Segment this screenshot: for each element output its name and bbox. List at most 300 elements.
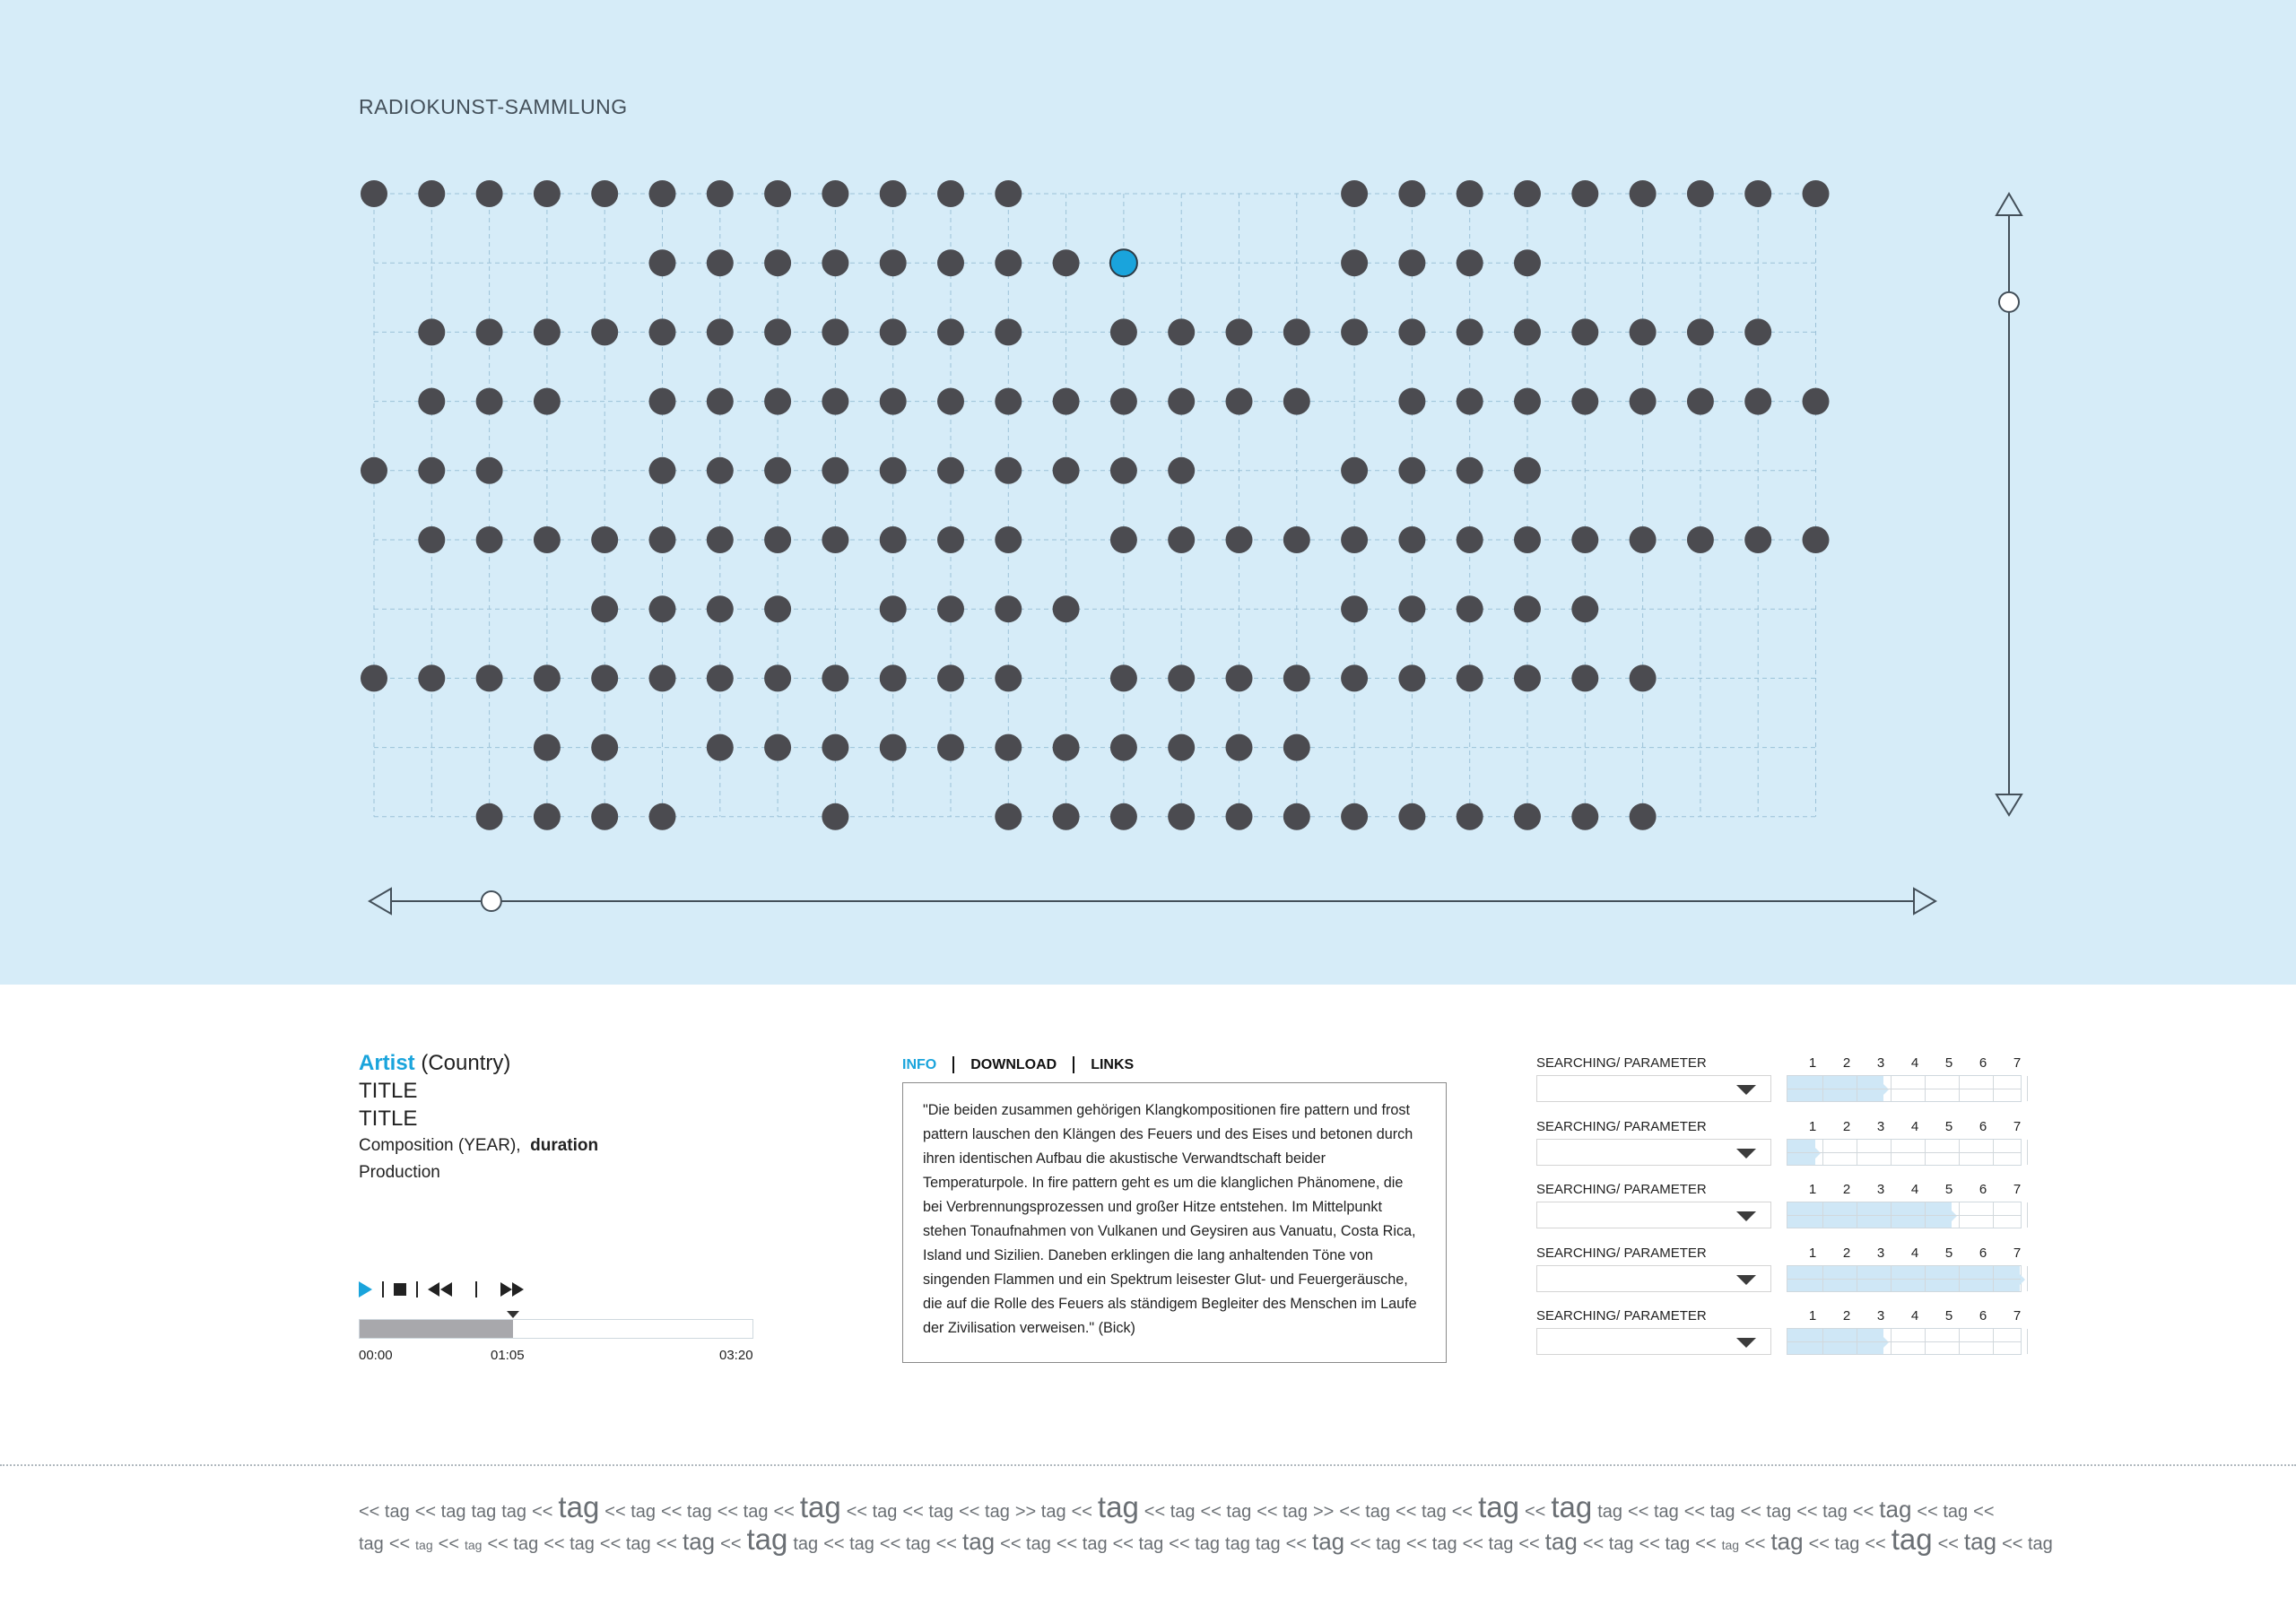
collection-item[interactable] (822, 664, 848, 691)
collection-item[interactable] (418, 457, 445, 484)
collection-item[interactable] (1630, 526, 1657, 553)
collection-item[interactable] (1398, 180, 1425, 207)
collection-item[interactable] (1053, 734, 1080, 761)
tag-link[interactable]: tag (1097, 1490, 1139, 1523)
info-text-box: "Die beiden zusammen gehörigen Klangkompositionen fire pattern und frost pattern lauschen den Klängen des Feuers und des Eises und betonen durch ihren identischen Aufbau die akustische Verwandtschaft beider Temperaturpole. In fire pattern geht es um die klanglichen Phänomene, die bei Verbrennungsprozessen und großer Hitze entstehen. Im Mittelpunkt stehen Tonaufnahmen von Vulkanen und Geysiren aus Vanuatu, Costa Rica, Island und Sizilien. Daneben erklingen die lang anhaltenden Töne von singenden Flammen und ein Spektrum leisester Glut- und Feuergeräusche, die auf die Rolle des Feuers als ständigem Begleiter des Menschen im Laufe der Zivilisation verweisen." (Bick) (902, 1082, 1447, 1363)
playback-progress-bar[interactable] (359, 1319, 753, 1339)
collection-item[interactable] (591, 664, 618, 691)
collection-item[interactable] (822, 249, 848, 276)
collection-item[interactable] (1341, 318, 1368, 345)
collection-item[interactable] (1110, 734, 1137, 761)
collection-item[interactable] (591, 803, 618, 830)
collection-item[interactable] (707, 180, 734, 207)
collection-item[interactable] (1110, 318, 1137, 345)
parameter-slider[interactable] (1787, 1139, 2022, 1166)
collection-item[interactable] (1687, 318, 1714, 345)
tab-links[interactable]: LINKS (1091, 1056, 1135, 1072)
collection-item[interactable] (1226, 734, 1253, 761)
tag-link[interactable]: tag (1597, 1502, 1623, 1522)
collection-item[interactable] (1571, 664, 1598, 691)
collection-item[interactable] (1341, 180, 1368, 207)
collection-item[interactable] (649, 388, 676, 415)
tag-link[interactable]: << (1852, 1502, 1874, 1522)
tag-link[interactable]: << (388, 1534, 411, 1554)
scroll-left-arrow-icon[interactable] (370, 889, 391, 914)
scroll-up-arrow-icon[interactable] (1996, 194, 2022, 215)
chevron-down-icon[interactable] (1736, 1149, 1756, 1159)
collection-item[interactable] (764, 734, 791, 761)
collection-item[interactable] (937, 180, 964, 207)
tag-link[interactable]: << (438, 1534, 459, 1554)
collection-item[interactable] (1457, 526, 1483, 553)
collection-item[interactable] (1110, 526, 1137, 553)
collection-item[interactable] (1053, 803, 1080, 830)
tag-link[interactable]: tag (793, 1534, 819, 1554)
collection-item[interactable] (1168, 734, 1195, 761)
tag-link[interactable]: << tag (1339, 1502, 1391, 1522)
collection-item[interactable] (1398, 318, 1425, 345)
collection-item[interactable] (1226, 388, 1253, 415)
collection-item[interactable] (1803, 388, 1830, 415)
collection-item[interactable] (937, 388, 964, 415)
collection-item[interactable] (418, 388, 445, 415)
collection-item[interactable] (707, 526, 734, 553)
collection-item[interactable] (1341, 803, 1368, 830)
collection-item[interactable] (1168, 388, 1195, 415)
tag-link[interactable]: << tag (1112, 1534, 1164, 1554)
collection-item[interactable] (1630, 318, 1657, 345)
collection-item[interactable] (1226, 803, 1253, 830)
collection-item[interactable] (707, 734, 734, 761)
parameter-dropdown[interactable] (1536, 1265, 1771, 1292)
collection-item[interactable] (822, 180, 848, 207)
chevron-down-icon[interactable] (1736, 1211, 1756, 1221)
collection-item[interactable] (476, 803, 503, 830)
parameter-slider[interactable] (1787, 1202, 2022, 1228)
collection-item[interactable] (1457, 803, 1483, 830)
collection-item[interactable] (707, 457, 734, 484)
collection-item[interactable] (476, 388, 503, 415)
collection-item[interactable] (995, 734, 1022, 761)
play-icon[interactable] (357, 1280, 373, 1298)
collection-item[interactable] (1457, 388, 1483, 415)
tag-link[interactable]: << (935, 1534, 957, 1554)
tag-link[interactable]: << tag (1917, 1502, 1969, 1522)
collection-item[interactable] (649, 457, 676, 484)
collection-item[interactable] (1744, 318, 1771, 345)
collection-item[interactable] (1744, 388, 1771, 415)
scale-label: 5 (1944, 1245, 1953, 1261)
tag-link[interactable]: << tag (1000, 1534, 1051, 1554)
collection-item[interactable] (880, 318, 907, 345)
collection-item[interactable] (1514, 318, 1541, 345)
collection-item[interactable] (1226, 526, 1253, 553)
scroll-down-arrow-icon[interactable] (1996, 794, 2022, 815)
tag-link[interactable]: << tag (604, 1502, 657, 1522)
tag-link[interactable]: << tag (823, 1534, 874, 1554)
tag-link[interactable]: tag (558, 1490, 600, 1523)
tag-link[interactable]: tag (746, 1523, 788, 1556)
collection-item[interactable] (707, 664, 734, 691)
tag-link[interactable]: << tag (959, 1502, 1010, 1522)
collection-item[interactable] (534, 734, 561, 761)
collection-item[interactable] (591, 734, 618, 761)
tag-link[interactable]: << tag (414, 1502, 466, 1522)
tag-link[interactable]: << tag (1169, 1534, 1221, 1554)
collection-item[interactable] (764, 595, 791, 622)
tag-link[interactable]: << (1744, 1534, 1766, 1554)
tag-link[interactable]: << tag (1796, 1502, 1848, 1522)
tag-link[interactable]: << tag (544, 1534, 595, 1554)
collection-item[interactable] (1398, 249, 1425, 276)
collection-item[interactable] (1168, 526, 1195, 553)
tag-link[interactable]: << tag (1396, 1502, 1447, 1522)
collection-item[interactable] (1110, 457, 1137, 484)
scroll-right-arrow-icon[interactable] (1914, 889, 1935, 914)
parameter-slider[interactable] (1787, 1075, 2022, 1102)
collection-item[interactable] (418, 664, 445, 691)
collection-item[interactable] (822, 457, 848, 484)
tag-link[interactable]: << tag (359, 1502, 410, 1522)
collection-item[interactable] (591, 595, 618, 622)
collection-item[interactable] (1630, 803, 1657, 830)
tag-link[interactable]: << (1973, 1502, 1995, 1522)
collection-item[interactable] (707, 318, 734, 345)
collection-item[interactable] (476, 526, 503, 553)
collection-item[interactable] (476, 457, 503, 484)
collection-item[interactable] (1687, 180, 1714, 207)
collection-item[interactable] (1571, 526, 1598, 553)
collection-item[interactable] (880, 664, 907, 691)
collection-item[interactable] (1514, 526, 1541, 553)
tag-link[interactable]: tag (1225, 1534, 1250, 1554)
collection-item[interactable] (418, 526, 445, 553)
tag-link[interactable]: tag (961, 1528, 996, 1555)
tag-link[interactable]: << (1285, 1534, 1307, 1554)
collection-item[interactable] (707, 249, 734, 276)
tag-link[interactable]: << (720, 1534, 742, 1554)
collection-item[interactable] (1630, 180, 1657, 207)
collection-item[interactable] (1457, 180, 1483, 207)
collection-item[interactable] (1168, 457, 1195, 484)
tag-link[interactable]: << tag (1639, 1534, 1691, 1554)
collection-item[interactable] (534, 388, 561, 415)
collection-item[interactable] (476, 318, 503, 345)
tag-link[interactable]: tag (1879, 1496, 1912, 1523)
collection-item[interactable] (1398, 803, 1425, 830)
collection-item[interactable] (649, 249, 676, 276)
collection-item[interactable] (1341, 457, 1368, 484)
slider-grid-line (1787, 1152, 2021, 1153)
collection-item[interactable] (1803, 526, 1830, 553)
vertical-scroll-handle[interactable] (1999, 292, 2019, 312)
collection-item[interactable] (1744, 180, 1771, 207)
tag-link[interactable]: << tag (1257, 1502, 1308, 1522)
collection-item[interactable] (361, 457, 387, 484)
tag-link[interactable]: tag (1478, 1490, 1519, 1523)
tag-link[interactable]: << tag (1056, 1534, 1108, 1554)
tag-link[interactable]: << tag (2002, 1534, 2053, 1554)
collection-item[interactable] (1457, 595, 1483, 622)
tag-link[interactable]: tag (799, 1490, 841, 1523)
collection-item[interactable] (1226, 318, 1253, 345)
collection-item[interactable] (764, 388, 791, 415)
collection-item[interactable] (1053, 595, 1080, 622)
tag-link[interactable]: tag (359, 1534, 384, 1554)
tag-link[interactable]: << tag (1582, 1534, 1634, 1554)
collection-item[interactable] (822, 388, 848, 415)
collection-item[interactable] (476, 180, 503, 207)
collection-item[interactable] (995, 180, 1022, 207)
collection-item[interactable] (764, 526, 791, 553)
collection-item[interactable] (1571, 318, 1598, 345)
collection-item[interactable] (1571, 595, 1598, 622)
collection-item[interactable] (1398, 526, 1425, 553)
collection-item[interactable] (1514, 180, 1541, 207)
collection-item[interactable] (880, 595, 907, 622)
parameter-slider[interactable] (1787, 1328, 2022, 1355)
tag-link[interactable]: tag (1551, 1490, 1593, 1523)
collection-item[interactable] (649, 180, 676, 207)
collection-item[interactable] (1053, 249, 1080, 276)
fast-forward-icon[interactable] (499, 1281, 526, 1298)
tag-link[interactable]: >> tag (1014, 1502, 1066, 1522)
collection-item[interactable] (1457, 318, 1483, 345)
collection-item[interactable] (1687, 526, 1714, 553)
collection-item[interactable] (995, 595, 1022, 622)
parameter-dropdown[interactable] (1536, 1139, 1771, 1166)
tag-link[interactable]: tag (1544, 1528, 1578, 1555)
rewind-icon[interactable] (427, 1281, 454, 1298)
collection-item[interactable] (1341, 664, 1368, 691)
collection-item[interactable] (1226, 664, 1253, 691)
collection-item[interactable] (591, 318, 618, 345)
collection-item[interactable] (707, 388, 734, 415)
tag-link[interactable]: << (1695, 1534, 1717, 1554)
collection-item[interactable] (880, 249, 907, 276)
tag-link[interactable]: << tag (1683, 1502, 1735, 1522)
collection-item[interactable] (764, 664, 791, 691)
collection-item[interactable] (764, 318, 791, 345)
tab-info[interactable]: INFO (902, 1056, 937, 1072)
tag-link[interactable]: tag (465, 1538, 483, 1552)
collection-item[interactable] (1457, 249, 1483, 276)
collection-item[interactable] (707, 595, 734, 622)
collection-item[interactable] (1457, 457, 1483, 484)
tag-link[interactable]: << tag (1740, 1502, 1792, 1522)
tag-link[interactable]: << tag (717, 1502, 769, 1522)
tag-link[interactable]: tag (1721, 1538, 1740, 1552)
collection-item[interactable] (534, 318, 561, 345)
collection-item[interactable] (822, 526, 848, 553)
collection-item[interactable] (764, 180, 791, 207)
parameter-dropdown[interactable] (1536, 1075, 1771, 1102)
collection-item[interactable] (1744, 526, 1771, 553)
tag-link[interactable]: << tag (1200, 1502, 1252, 1522)
collection-item[interactable] (1457, 664, 1483, 691)
collection-item[interactable] (1283, 664, 1310, 691)
tag-link[interactable]: << tag (1144, 1502, 1196, 1522)
collection-item[interactable] (649, 318, 676, 345)
collection-item[interactable] (1571, 803, 1598, 830)
collection-item[interactable] (937, 595, 964, 622)
collection-item[interactable] (995, 803, 1022, 830)
tag-link[interactable]: << (1071, 1502, 1092, 1522)
collection-item[interactable] (1053, 388, 1080, 415)
collection-item[interactable] (1687, 388, 1714, 415)
tag-link[interactable]: << tag (846, 1502, 898, 1522)
tag-link[interactable]: tag (415, 1538, 433, 1552)
collection-item[interactable] (995, 457, 1022, 484)
collection-item[interactable] (1053, 457, 1080, 484)
collection-item[interactable] (995, 249, 1022, 276)
artist-name[interactable]: Artist (359, 1051, 415, 1075)
collection-item[interactable] (1571, 388, 1598, 415)
collection-item[interactable] (1514, 664, 1541, 691)
tag-link[interactable]: tag (682, 1528, 716, 1555)
collection-item[interactable] (1398, 664, 1425, 691)
collection-item[interactable] (995, 318, 1022, 345)
collection-item[interactable] (1571, 180, 1598, 207)
tag-link[interactable]: << (532, 1502, 553, 1522)
collection-item[interactable] (649, 526, 676, 553)
collection-item[interactable] (822, 734, 848, 761)
collection-item[interactable] (1283, 318, 1310, 345)
tab-download[interactable]: DOWNLOAD (970, 1056, 1057, 1072)
tag-link[interactable]: tag (1770, 1528, 1804, 1555)
parameter-dropdown[interactable] (1536, 1328, 1771, 1355)
collection-item[interactable] (361, 664, 387, 691)
collection-item[interactable] (1168, 664, 1195, 691)
collection-item[interactable] (764, 249, 791, 276)
tag-link[interactable]: << (1865, 1534, 1886, 1554)
chevron-down-icon[interactable] (1736, 1275, 1756, 1285)
playhead-marker-icon[interactable] (507, 1311, 519, 1318)
tag-link[interactable]: tag (471, 1502, 497, 1522)
collection-item[interactable] (1110, 664, 1137, 691)
collection-item[interactable] (591, 180, 618, 207)
parameter-dropdown[interactable] (1536, 1202, 1771, 1228)
tag-link[interactable]: << tag (879, 1534, 931, 1554)
collection-item[interactable] (880, 180, 907, 207)
collection-item[interactable] (1283, 734, 1310, 761)
tag-link[interactable]: tag (1963, 1528, 1997, 1555)
collection-item[interactable] (1110, 388, 1137, 415)
collection-item-selected[interactable] (1110, 249, 1137, 276)
collection-item[interactable] (1168, 803, 1195, 830)
collection-item[interactable] (418, 318, 445, 345)
tag-link[interactable]: << tag (902, 1502, 954, 1522)
collection-item[interactable] (361, 180, 387, 207)
collection-item[interactable] (937, 664, 964, 691)
tag-link[interactable]: << tag (1462, 1534, 1514, 1554)
collection-item[interactable] (534, 803, 561, 830)
collection-item[interactable] (1168, 318, 1195, 345)
collection-item[interactable] (1514, 803, 1541, 830)
tag-link[interactable]: << tag (1350, 1534, 1401, 1554)
collection-item[interactable] (995, 388, 1022, 415)
collection-item[interactable] (937, 249, 964, 276)
tag-link[interactable]: << tag (661, 1502, 712, 1522)
scale-label: 7 (2013, 1245, 2022, 1261)
tag-link[interactable]: >> (1312, 1502, 1335, 1522)
collection-item[interactable] (1803, 180, 1830, 207)
tag-link[interactable]: << tag (1628, 1502, 1679, 1522)
collection-item[interactable] (591, 526, 618, 553)
tag-link[interactable]: tag (501, 1502, 527, 1522)
collection-item[interactable] (937, 526, 964, 553)
parameter-slider[interactable] (1787, 1265, 2022, 1292)
collection-item[interactable] (418, 180, 445, 207)
collection-item[interactable] (995, 526, 1022, 553)
collection-item[interactable] (937, 318, 964, 345)
tag-link[interactable]: << tag (599, 1534, 651, 1554)
collection-item[interactable] (1110, 803, 1137, 830)
collection-item[interactable] (880, 526, 907, 553)
collection-item[interactable] (1514, 249, 1541, 276)
collection-item[interactable] (1514, 457, 1541, 484)
collection-item[interactable] (822, 318, 848, 345)
collection-item[interactable] (1398, 595, 1425, 622)
tag-link[interactable]: tag (1255, 1534, 1281, 1554)
chevron-down-icon[interactable] (1736, 1338, 1756, 1348)
collection-item[interactable] (476, 664, 503, 691)
collection-item[interactable] (1283, 803, 1310, 830)
collection-item[interactable] (534, 526, 561, 553)
tag-link[interactable]: tag (1891, 1523, 1933, 1556)
collection-item[interactable] (649, 595, 676, 622)
collection-item[interactable] (1283, 388, 1310, 415)
collection-item[interactable] (1341, 526, 1368, 553)
tag-link[interactable]: << (1518, 1534, 1540, 1554)
collection-item[interactable] (1341, 595, 1368, 622)
collection-item[interactable] (1514, 388, 1541, 415)
collection-item[interactable] (1398, 457, 1425, 484)
collection-item[interactable] (1398, 388, 1425, 415)
collection-item[interactable] (534, 180, 561, 207)
collection-item[interactable] (764, 457, 791, 484)
collection-item[interactable] (880, 388, 907, 415)
collection-item[interactable] (1341, 249, 1368, 276)
collection-item[interactable] (822, 803, 848, 830)
tag-link[interactable]: << tag (1808, 1534, 1860, 1554)
collection-item[interactable] (649, 803, 676, 830)
collection-item[interactable] (1630, 664, 1657, 691)
collection-item[interactable] (1514, 595, 1541, 622)
collection-item[interactable] (880, 734, 907, 761)
tag-link[interactable]: << (656, 1534, 677, 1554)
collection-item[interactable] (995, 664, 1022, 691)
stop-icon[interactable] (393, 1282, 407, 1297)
collection-item[interactable] (880, 457, 907, 484)
collection-item[interactable] (534, 664, 561, 691)
scale-label: 2 (1842, 1055, 1851, 1071)
tag-link[interactable]: << tag (1405, 1534, 1457, 1554)
tag-link[interactable]: tag (1312, 1528, 1345, 1555)
collection-item[interactable] (937, 457, 964, 484)
collection-item[interactable] (937, 734, 964, 761)
tag-link[interactable]: << (1524, 1502, 1546, 1522)
tag-link[interactable]: << tag (487, 1534, 539, 1554)
tag-link[interactable]: << (1937, 1534, 1959, 1554)
horizontal-scroll-handle[interactable] (482, 891, 501, 911)
chevron-down-icon[interactable] (1736, 1085, 1756, 1095)
collection-item[interactable] (649, 664, 676, 691)
collection-item[interactable] (1630, 388, 1657, 415)
tag-link[interactable]: << (773, 1502, 795, 1522)
tag-link[interactable]: << (1451, 1502, 1474, 1522)
collection-item[interactable] (1283, 526, 1310, 553)
